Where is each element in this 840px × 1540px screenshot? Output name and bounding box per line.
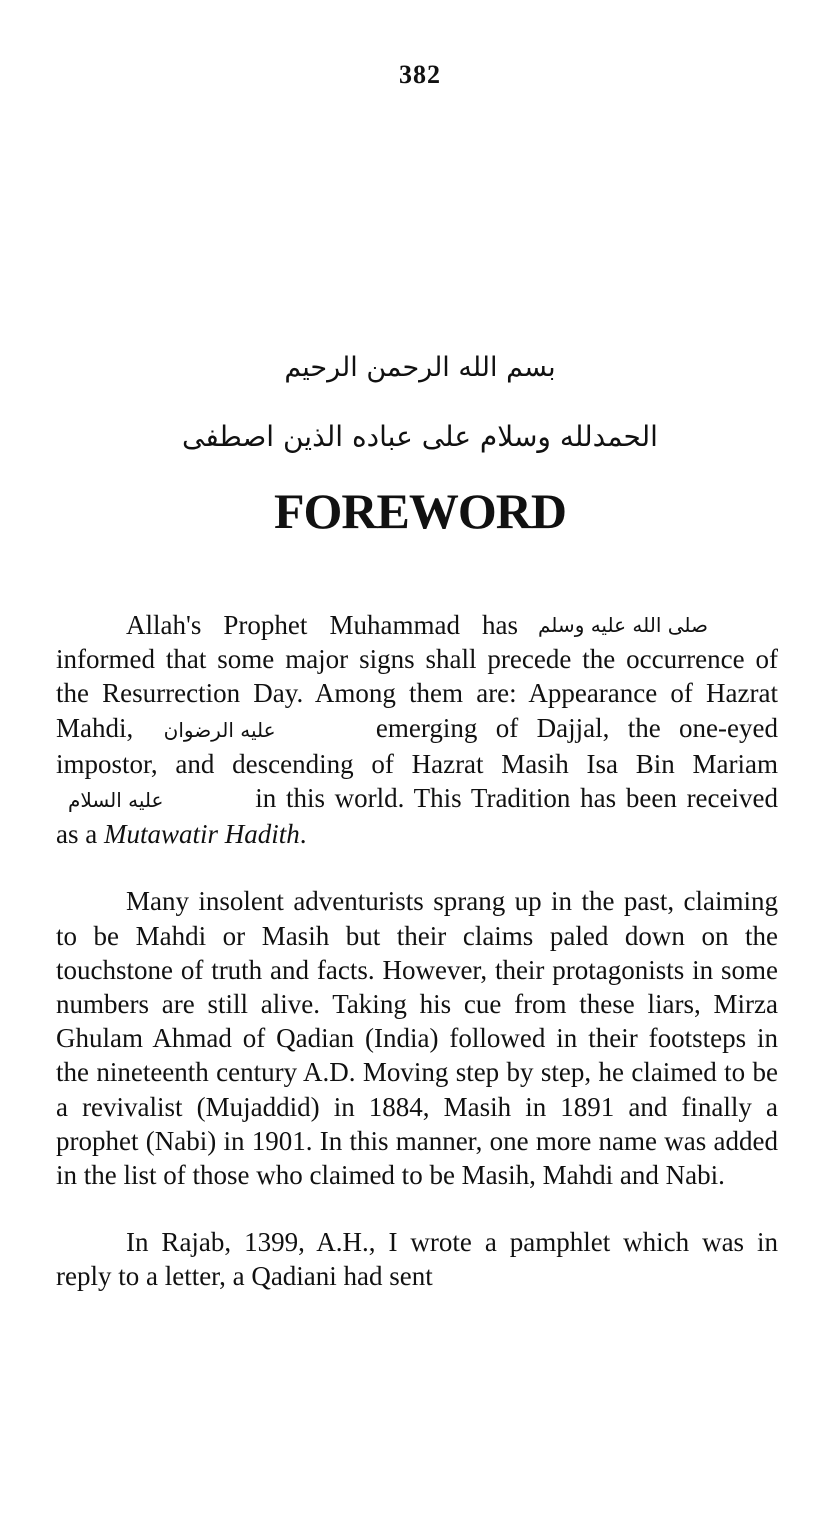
paragraph-1-emphasis: Mutawatir Hadith: [103, 819, 300, 850]
paragraph-1-end: .: [299, 819, 307, 850]
paragraph-1: [56, 608, 778, 851]
page-number: 382: [399, 60, 441, 89]
body-text: [56, 608, 778, 1327]
mahdi-honorific-arabic: عليه الرضوان: [163, 717, 276, 742]
paragraph-2: Many insolent adventurists sprang up in the past, claiming to be Mahdi or Masih but their claims paled down on the touchstone of truth and facts. However, their protagonists in some numbers are still alive. Taking his cue from these liars, Mirza Ghulam Ahmad of Qadian (India) followed in their footsteps in the nineteenth century A.D. Moving step by step, he claimed to be a revivalist (Mujaddid) in 1884, Masih in 1891 and finally a prophet (Nabi) in 1901. In this manner, one more name was added in the list of those who claimed to be Masih, Mahdi and Nabi.: [56, 886, 778, 1191]
paragraph-1-c: emerging of Dajjal, the one-eyed impostor, and descending of Hazrat Masih Isa Bin Mariam: [56, 712, 779, 779]
hamd-invocation: الحمدلله وسلام على عباده الذين اصطفى: [182, 420, 658, 453]
salutation-arabic: صلى الله عليه وسلم: [538, 613, 708, 637]
page-title: FOREWORD: [274, 483, 566, 539]
paragraph-1-a: Allah's Prophet Muhammad: [126, 610, 460, 640]
bismillah: بسم الله الرحمن الرحيم: [284, 352, 556, 383]
paragraph-1-d: in this world. This Tradition has been received as a: [56, 783, 778, 850]
paragraph-1-b: has informed that some major signs shall precede the occurrence of the Resurrection Day. Among them are: Appearance of Hazrat Mahdi,: [56, 610, 778, 743]
isa-honorific-arabic: عليه السلام: [68, 788, 164, 813]
paragraph-3: In Rajab, 1399, A.H., I wrote a pamphlet which was in reply to a letter, a Qadiani had sent: [56, 1227, 778, 1292]
